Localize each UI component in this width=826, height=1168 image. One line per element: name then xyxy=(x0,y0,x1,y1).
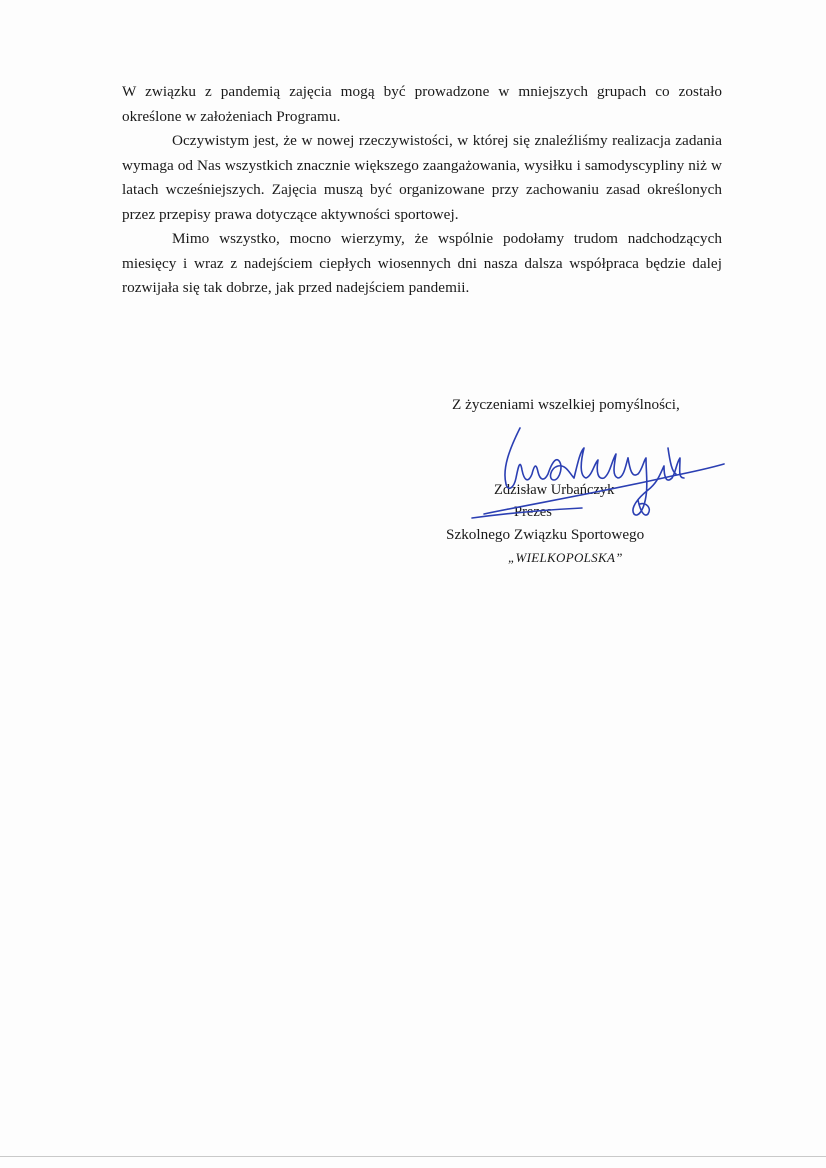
signatory-name: Zdzisław Urbańczyk xyxy=(494,482,615,498)
page-bottom-edge xyxy=(0,1156,826,1157)
paragraph-1: W związku z pandemią zajęcia mogą być prowadzone w mniejszych grupach co zostało określone w założeniach Programu. xyxy=(122,83,722,125)
signatory-organization-name: „WIELKOPOLSKA” xyxy=(508,550,623,565)
closing-salutation: Z życzeniami wszelkiej pomyślności, xyxy=(452,396,680,413)
paragraph-3: Mimo wszystko, mocno wierzymy, że wspólnie podołamy trudom nadchodzących miesięcy i wraz z nadejściem ciepłych wiosennych dni nasza dalsza współpraca będzie dalej rozwijała się tak dobrze, jak przed nadejściem pandemii. xyxy=(122,230,722,296)
signatory-organization: Szkolnego Związku Sportowego xyxy=(446,526,645,543)
handwritten-signature xyxy=(462,418,732,528)
letter-body xyxy=(122,80,722,301)
paragraph-2: Oczywistym jest, że w nowej rzeczywistości, w której się znaleźliśmy realizacja zadania wymaga od Nas wszystkich znacznie większego zaangażowania, wysiłku i samodyscypliny niż w latach wcześniejszych. Zajęcia muszą być organizowane przy zachowaniu zasad określonych przez przepisy prawa dotyczące aktywności sportowej. xyxy=(122,132,722,223)
signatory-role: Prezes xyxy=(514,504,552,520)
